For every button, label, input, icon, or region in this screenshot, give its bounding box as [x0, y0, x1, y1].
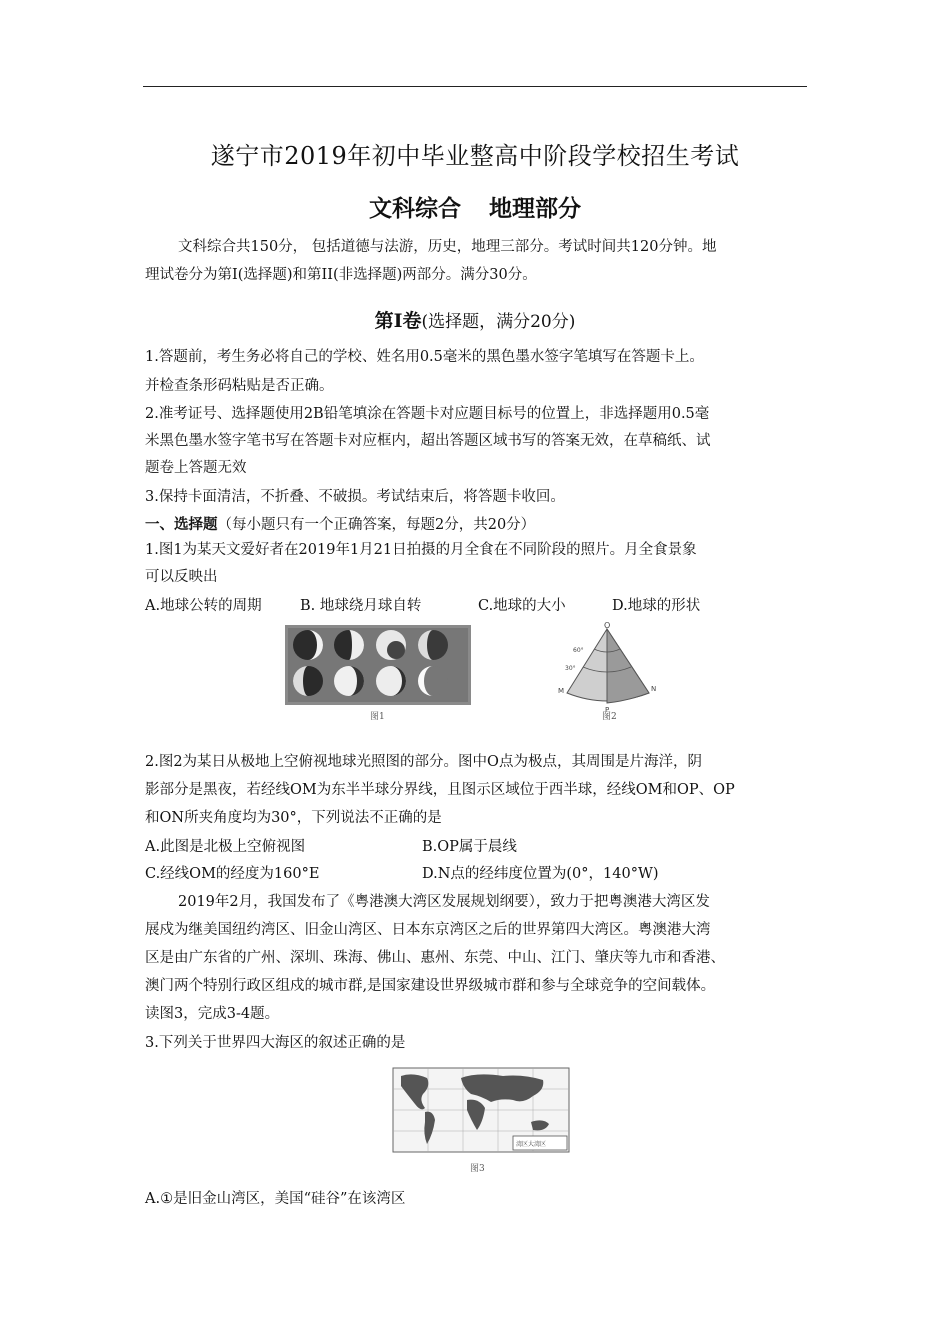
- passage-line: 区是由广东省的广州、深圳、珠海、佛山、惠州、东莞、中山、江门、肇庆等九市和香港、: [145, 950, 725, 966]
- intro-line-2: 理试卷分为第Ⅰ(选择题)和第II(非选择题)两部分。满分30分。: [145, 267, 537, 283]
- q2-option-d: D.N点的经纬度位置为(0°，140°W): [422, 866, 659, 882]
- note-line: 2.准考证号、选择题使用2B铅笔填涂在答题卡对应题目标号的位置上，非选择题用0.5毫: [145, 406, 710, 422]
- subtitle-right: 地理部分: [489, 195, 581, 222]
- q2-option-a: A.此图是北极上空俯视图: [145, 839, 306, 855]
- section-heading-bold: 第Ⅰ卷: [374, 310, 422, 332]
- q2-stem-line: 和ON所夹角度均为30°，下列说法不正确的是: [145, 810, 442, 826]
- subtitle-left: 文科综合: [369, 195, 461, 222]
- figure-2-caption: 图2: [602, 712, 617, 722]
- note-line: 并检查条形码粘贴是否正确。: [145, 378, 334, 394]
- q2-stem-line: 影部分是黑夜，若经线OM为东半半球分界线，且图示区域位于西半球，经线OM和OP、OP: [145, 782, 735, 798]
- exam-subtitle: [0, 190, 950, 223]
- q2-option-c: C.经线OM的经度为160°E: [145, 866, 320, 882]
- q2-option-b: B.OP属于晨线: [422, 839, 517, 855]
- note-line: 题卷上答题无效: [145, 460, 247, 476]
- section-heading: [0, 306, 950, 333]
- figure-1-image: [285, 623, 473, 723]
- q1-option-d: D.地球的形状: [612, 598, 701, 614]
- note-line: 3.保持卡面清洁，不折叠、不破损。考试结束后，将答题卡收回。: [145, 489, 565, 505]
- intro-line-1: 文科综合共150分， 包括道德与法游，历史，地理三部分。考试时间共120分钟。地: [178, 239, 717, 255]
- fig2-label-30: 30°: [565, 665, 576, 672]
- q1-option-b: B. 地球绕月球自转: [300, 598, 422, 614]
- figure-3-world-map: [373, 1064, 573, 1164]
- section-heading-rest: (选择题，满分20分): [421, 312, 576, 332]
- figure-1-caption: 图1: [370, 712, 385, 722]
- fig2-label-60: 60°: [573, 647, 584, 654]
- top-rule: [143, 86, 807, 87]
- passage-line: 澳门两个特别行政区组戍的城市群,是国家建设世界级城市群和参与全球竞争的空间载体。: [145, 978, 716, 994]
- fig2-label-m: M: [558, 687, 565, 695]
- passage-line: 展戍为继美国纽约湾区、旧金山湾区、日本东京湾区之后的世界第四大湾区。粤澳港大湾: [145, 922, 711, 938]
- passage-line: 读图3，完成3-4题。: [145, 1006, 280, 1022]
- figure-2-image: [555, 621, 665, 713]
- fig3-legend: 湾区大湾区: [516, 1141, 547, 1148]
- q1-stem-line: 1.图1为某天文爱好者在2019年1月21日拍摄的月全食在不同阶段的照片。月全食景象: [145, 542, 697, 558]
- q2-stem-line: 2.图2为某日从极地上空俯视地球光照图的部分。图中O点为极点，其周围是片海洋，阴: [145, 754, 702, 770]
- fig2-label-p: P: [605, 706, 610, 713]
- q1-option-a: A.地球公转的周期: [145, 598, 262, 614]
- exam-title: 遂宁市2019年初中毕业整高中阶段学校招生考试: [210, 142, 740, 170]
- note-line: 米黑色墨水签字笔书写在答题卡对应框内，超出答题区域书写的答案无效，在草稿纸、试: [145, 433, 711, 449]
- part-heading: [145, 515, 815, 535]
- passage-line: 2019年2月，我国发布了《粤港澳大湾区发展规划纲要），致力于把粤澳港大湾区发: [178, 894, 710, 910]
- fig2-label-o: O: [604, 621, 611, 630]
- figure-3-caption: 图3: [470, 1164, 485, 1174]
- q1-option-c: C.地球的大小: [478, 598, 566, 614]
- q3-stem: 3.下列关于世界四大海区的叙述正确的是: [145, 1035, 406, 1051]
- figure-2-polar-view: [555, 621, 665, 717]
- fig2-label-n: N: [651, 685, 657, 693]
- part-heading-rest: （每小题只有一个正确答案，每题2分，共20分）: [217, 517, 536, 533]
- q1-stem-line: 可以反映出: [145, 569, 218, 585]
- note-line: 1.答题前，考生务必将自己的学校、姓名用0.5毫米的黑色墨水签字笔填写在答题卡上。: [145, 349, 704, 365]
- part-heading-bold: 一、选择题: [145, 516, 218, 533]
- figure-3-image: [373, 1064, 573, 1160]
- q3-option-a: A.①是旧金山湾区，美国“硅谷”在该湾区: [145, 1191, 406, 1207]
